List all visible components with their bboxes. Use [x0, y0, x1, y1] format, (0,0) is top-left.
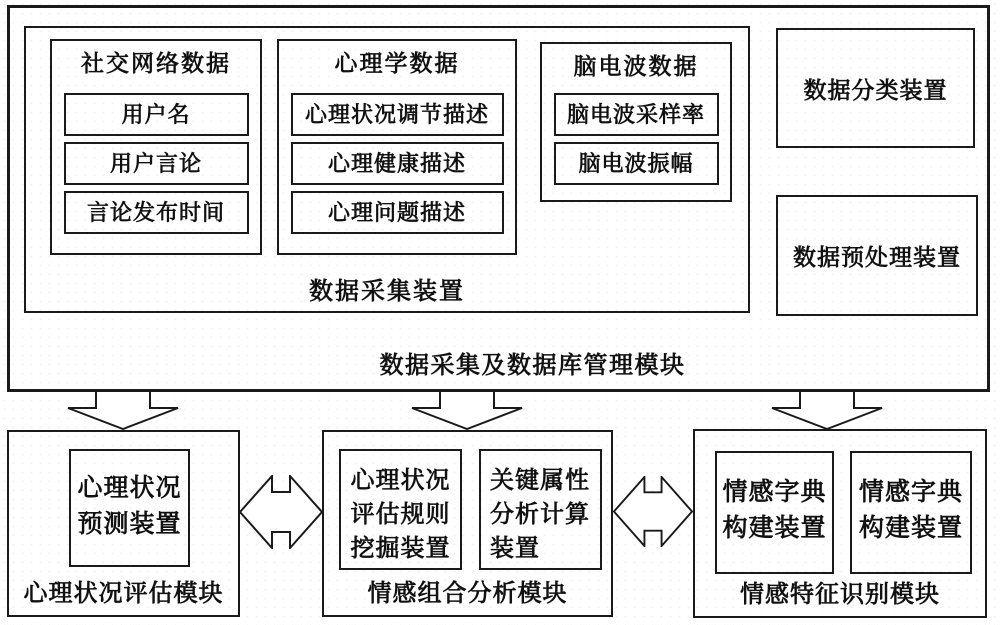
device-label-line: 心理状况 — [77, 475, 182, 502]
module-label: 心理状况评估模块 — [23, 581, 224, 607]
down-arrow-icon — [67, 390, 179, 430]
emotion-combination-analysis-module-box — [322, 430, 613, 617]
data-item: 心理健康描述 — [291, 142, 504, 185]
emotion-feature-recognition-module-box — [693, 429, 987, 618]
device-label-line: 构建装置 — [858, 515, 963, 542]
group-title: 心理学数据 — [334, 51, 460, 76]
key-attribute-analysis-device-box — [479, 449, 602, 570]
group-title: 社交网络数据 — [81, 51, 231, 76]
device-label: 数据预处理装置 — [793, 245, 961, 270]
data-management-module-box — [7, 5, 990, 392]
group-psychology-data — [277, 39, 517, 255]
device-label-line: 关键属性 — [490, 468, 590, 494]
device-label-line: 分析计算 — [490, 502, 590, 528]
device-label-line: 预测装置 — [77, 511, 182, 538]
data-preprocessing-device-box — [776, 195, 978, 316]
data-classification-device-box — [776, 28, 975, 148]
device-label-line: 情感字典 — [722, 479, 827, 506]
psychological-state-evaluation-module-box — [7, 430, 240, 617]
data-collection-device-label: 数据采集装置 — [309, 279, 465, 305]
group-brainwave-data — [540, 42, 732, 202]
data-item: 言论发布时间 — [64, 191, 249, 234]
double-arrow-icon — [613, 476, 693, 547]
emotion-dictionary-construction-device-box — [850, 451, 972, 574]
device-label-line: 装置 — [490, 536, 540, 562]
emotion-dictionary-construction-device-box — [715, 451, 834, 574]
data-collection-device-box — [24, 26, 750, 313]
data-item: 心理状况调节描述 — [291, 93, 504, 136]
group-social-network-data — [50, 39, 262, 255]
module-label: 情感组合分析模块 — [367, 581, 568, 607]
psychological-state-prediction-device-box — [69, 449, 190, 567]
down-arrow-icon — [771, 390, 883, 430]
device-label: 数据分类装置 — [803, 77, 948, 103]
device-label-line: 构建装置 — [722, 515, 827, 542]
data-item: 用户名 — [64, 93, 249, 136]
device-label-line: 挖掘装置 — [350, 536, 451, 562]
group-title: 脑电波数据 — [573, 54, 699, 79]
data-item: 心理问题描述 — [291, 191, 504, 234]
evaluation-rule-mining-device-box — [339, 449, 462, 570]
double-arrow-icon — [239, 475, 323, 549]
device-label-line: 情感字典 — [858, 479, 963, 506]
device-label-line: 评估规则 — [350, 502, 451, 528]
data-item: 脑电波振幅 — [554, 142, 719, 185]
data-item: 用户言论 — [64, 142, 249, 185]
data-item: 脑电波采样率 — [554, 93, 719, 136]
module-label: 情感特征识别模块 — [740, 582, 940, 608]
down-arrow-icon — [411, 390, 523, 430]
device-label-line: 心理状况 — [350, 468, 451, 494]
data-management-module-label: 数据采集及数据库管理模块 — [379, 353, 686, 379]
